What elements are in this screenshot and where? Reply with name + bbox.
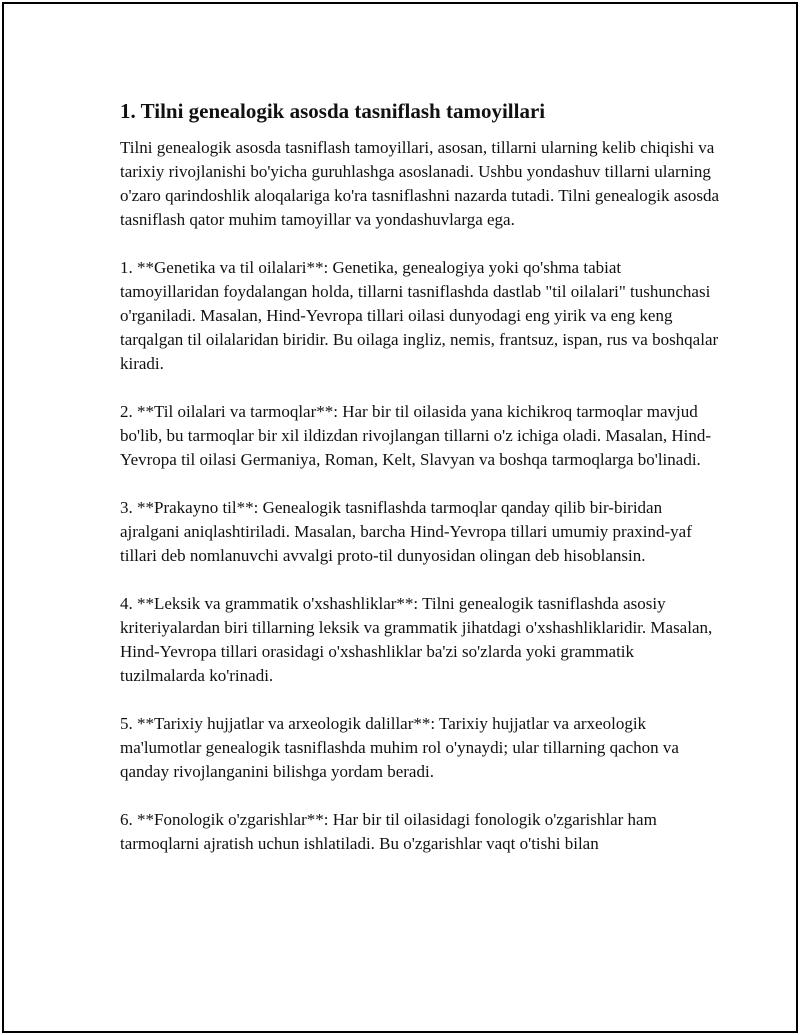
paragraph-leksik: 4. **Leksik va grammatik o'xshashliklar**: Tilni genealogik tasniflashda asosiy kriteriyalardan biri tillarning leksik va grammatik jihatdagi o'xshashliklaridir. Masalan, Hind-Yevropa tillari orasidagi o'xshashliklar ba'zi so'zlarda yoki grammatik tuzilmalarda ko'rinadi. (120, 594, 713, 685)
document-title: 1. Tilni genealogik asosda tasniflash tamoyillari (120, 99, 546, 123)
paragraph-genetika: 1. **Genetika va til oilalari**: Genetika, genealogiya yoki qo'shma tabiat tamoyillaridan foydalangan holda, tillarni tasniflashda dastlab "til oilalari" tushunchasi o'rganiladi. Masalan, Hind-Yevropa tillari oilasi dunyodagi eng yirik va eng keng tarqalgan til oilalaridan biridir. Bu oilaga ingliz, nemis, frantsuz, ispan, rus va boshqalar kiradi. (120, 258, 719, 373)
paragraph-til-oilalari: 2. **Til oilalari va tarmoqlar**: Har bir til oilasida yana kichikroq tarmoqlar mavjud bo'lib, bu tarmoqlar bir xil ildizdan rivojlangan tillarni o'z ichiga oladi. Masalan, Hind-Yevropa til oilasi Germaniya, Roman, Kelt, Slavyan va boshqa tarmoqlarga bo'linadi. (120, 402, 712, 469)
paragraph-tarixiy: 5. **Tarixiy hujjatlar va arxeologik dalillar**: Tarixiy hujjatlar va arxeologik ma'lumotlar genealogik tasniflashda muhim rol o'ynaydi; ular tillarning qachon va qanday rivojlanganini bilishga yordam beradi. (120, 714, 679, 781)
document-page (2, 2, 798, 1033)
paragraph-fonologik: 6. **Fonologik o'zgarishlar**: Har bir til oilasidagi fonologik o'zgarishlar ham tarmoqlarni ajratish uchun ishlatiladi. Bu o'zgarishlar vaqt o'tishi bilan (120, 810, 657, 853)
paragraph-prakayno: 3. **Prakayno til**: Genealogik tasniflashda tarmoqlar qanday qilib bir-biridan ajralgani aniqlashtiriladi. Masalan, barcha Hind-Yevropa tillari umumiy praxind-yaf tillari deb nomlanuvchi avvalgi proto-til dunyosidan olingan deb hisoblansin. (120, 498, 692, 565)
document-body (120, 98, 720, 880)
intro-paragraph: Tilni genealogik asosda tasniflash tamoyillari, asosan, tillarni ularning kelib chiqishi va tarixiy rivojlanishi bo'yicha guruhlashga asoslanadi. Ushbu yondashuv tillarni ularning o'zaro qarindoshlik aloqalariga ko'ra tasniflashni nazarda tutadi. Tilni genealogik asosda tasniflash qator muhim tamoyillar va yondashuvlarga ega. (120, 138, 720, 229)
